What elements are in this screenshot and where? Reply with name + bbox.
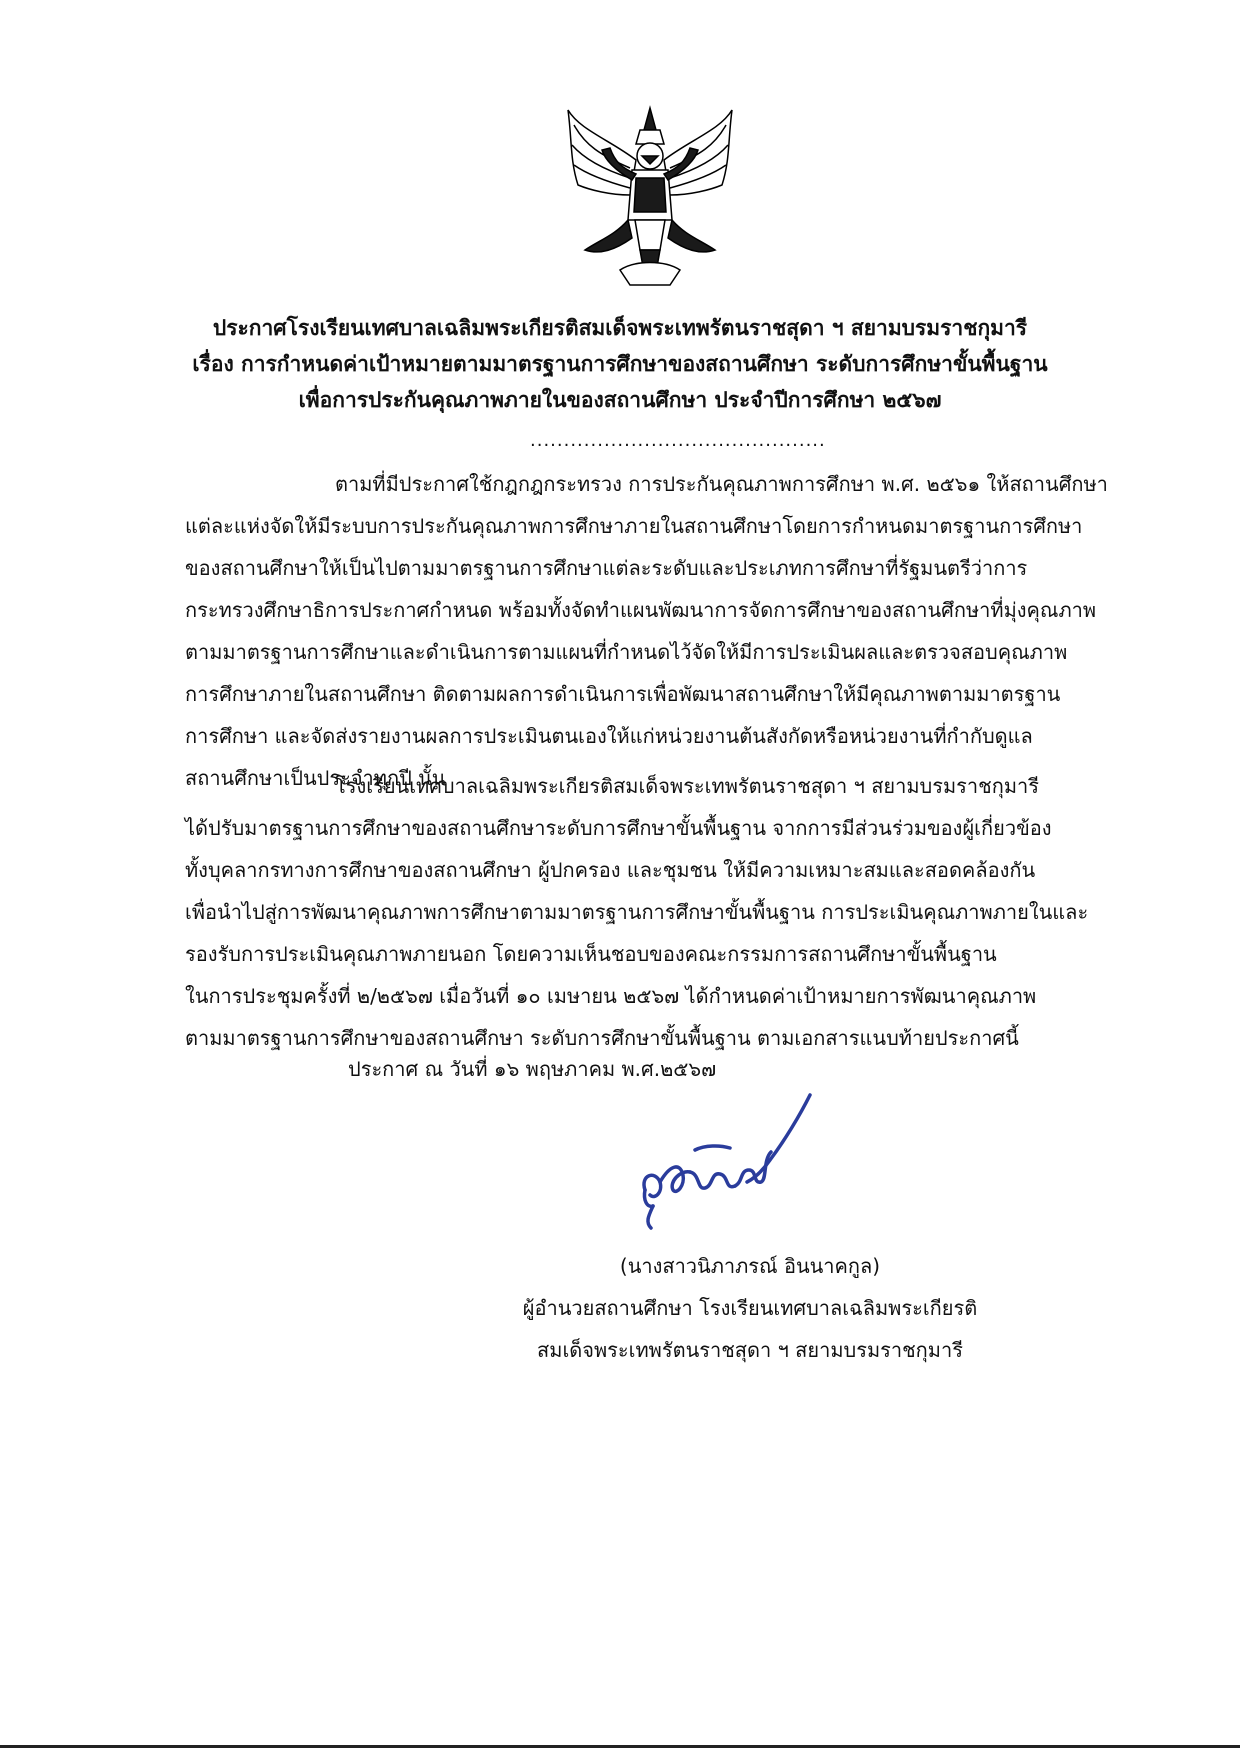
paragraph-1 <box>185 463 1135 799</box>
paragraph-line: ของสถานศึกษาให้เป็นไปตามมาตรฐานการศึกษาแต่ละระดับและประเภทการศึกษาที่รัฐมนตรีว่าการ <box>185 556 1028 580</box>
paragraph-line: ในการประชุมครั้งที่ ๒/๒๕๖๗ เมื่อวันที่ ๑๐ เมษายน ๒๕๖๗ ได้กำหนดค่าเป้าหมายการพัฒนาคุณภาพ <box>185 984 1037 1008</box>
paragraph-line: สถานศึกษาเป็นประจำทุกปี นั้น <box>185 766 446 790</box>
paragraph-line: ได้ปรับมาตรฐานการศึกษาของสถานศึกษาระดับการศึกษาขั้นพื้นฐาน จากการมีส่วนร่วมของผู้เกี่ยวข้อง <box>185 816 1052 840</box>
paragraph-line: ตามมาตรฐานการศึกษาของสถานศึกษา ระดับการศึกษาขั้นพื้นฐาน ตามเอกสารแนบท้ายประกาศนี้ <box>185 1026 1019 1050</box>
paragraph-line: ตามที่มีประกาศใช้กฎกฎกระทรวง การประกันคุณภาพการศึกษา พ.ศ. ๒๕๖๑ ให้สถานศึกษา <box>335 472 1108 496</box>
paragraph-line: เพื่อนำไปสู่การพัฒนาคุณภาพการศึกษาตามมาตรฐานการศึกษาขั้นพื้นฐาน การประเมินคุณภาพภายในและ <box>185 900 1089 924</box>
paragraph-line: ตามมาตรฐานการศึกษาและดำเนินการตามแผนที่กำหนดไว้จัดให้มีการประเมินผลและตรวจสอบคุณภาพ <box>185 640 1068 664</box>
paragraph-line: การศึกษา และจัดส่งรายงานผลการประเมินตนเองให้แก่หน่วยงานต้นสังกัดหรือหน่วยงานที่กำกับดูแล <box>185 724 1033 748</box>
garuda-emblem-icon <box>560 100 740 290</box>
dotted-separator: ............................................ <box>530 430 826 451</box>
title-line: ประกาศโรงเรียนเทศบาลเฉลิมพระเกียรติสมเด็จพระเทพรัตนราชสุดา ฯ สยามบรมราชกุมารี <box>212 316 1028 340</box>
paragraph-line: ทั้งบุคลากรทางการศึกษาของสถานศึกษา ผู้ปกครอง และชุมชน ให้มีความเหมาะสมและสอดคล้องกัน <box>185 858 1036 882</box>
signature-icon <box>625 1090 825 1240</box>
signature-block <box>440 1245 1060 1371</box>
announcement-date: ประกาศ ณ วันที่ ๑๖ พฤษภาคม พ.ศ.๒๕๖๗ <box>348 1057 717 1081</box>
paragraph-line: แต่ละแห่งจัดให้มีระบบการประกันคุณภาพการศึกษาภายในสถานศึกษาโดยการกำหนดมาตรฐานการศึกษา <box>185 514 1083 538</box>
signer-name: (นางสาวนิภาภรณ์ อินนาคกูล) <box>619 1254 881 1278</box>
signer-position: ผู้อำนวยสถานศึกษา โรงเรียนเทศบาลเฉลิมพระเกียรติ <box>522 1296 978 1320</box>
purpose-line: เพื่อการประกันคุณภาพภายในของสถานศึกษา ประจำปีการศึกษา ๒๕๖๗ <box>298 388 942 412</box>
paragraph-line: รองรับการประเมินคุณภาพภายนอก โดยความเห็นชอบของคณะกรรมการสถานศึกษาขั้นพื้นฐาน <box>185 942 997 966</box>
paragraph-line: โรงเรียนเทศบาลเฉลิมพระเกียรติสมเด็จพระเทพรัตนราชสุดา ฯ สยามบรมราชกุมารี <box>335 774 1039 798</box>
subject-line: เรื่อง การกำหนดค่าเป้าหมายตามมาตรฐานการศึกษาของสถานศึกษา ระดับการศึกษาขั้นพื้นฐาน <box>192 352 1048 376</box>
signer-school: สมเด็จพระเทพรัตนราชสุดา ฯ สยามบรมราชกุมารี <box>537 1338 963 1362</box>
announcement-title <box>140 310 1100 418</box>
page-bottom-edge <box>0 1745 1240 1748</box>
paragraph-2 <box>185 765 1135 1059</box>
paragraph-line: กระทรวงศึกษาธิการประกาศกำหนด พร้อมทั้งจัดทำแผนพัฒนาการจัดการศึกษาของสถานศึกษาที่มุ่งคุณภาพ <box>185 598 1097 622</box>
paragraph-line: การศึกษาภายในสถานศึกษา ติดตามผลการดำเนินการเพื่อพัฒนาสถานศึกษาให้มีคุณภาพตามมาตรฐาน <box>185 682 1061 706</box>
